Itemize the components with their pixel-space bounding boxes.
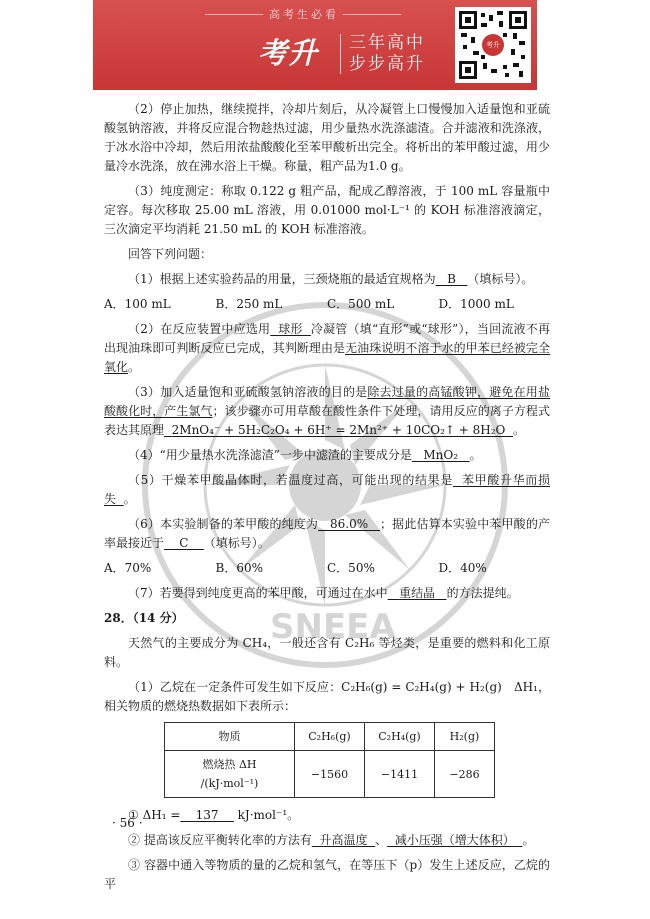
q5-answer: 苯甲酸升华而损失	[104, 473, 550, 506]
q3-answer-1: 除去过量的高锰酸钾，避免在用盐酸酸化时，产生氯气	[104, 385, 550, 418]
q4-answer: MnO₂	[423, 448, 459, 462]
qr-badge: 考升	[482, 34, 504, 56]
q1-options	[104, 295, 550, 314]
q3-equation: 2MnO₄⁻ + 5H₂C₂O₄ + 6H⁺ = 2Mn²⁺ + 10CO₂↑ + 8H₂O	[171, 423, 506, 437]
q6-option-a: A．70%	[104, 561, 152, 575]
question-28-title: 28．（14 分）	[104, 611, 184, 625]
q1-option-b: B．250 mL	[215, 297, 283, 311]
q6-answer-1: 86.0%	[329, 517, 369, 531]
table-header: H₂(g)	[435, 723, 495, 751]
page-number: · 56 ·	[112, 816, 143, 830]
q1-option-c: C．500 mL	[327, 297, 395, 311]
question-4: （4）“用少量热水洗涤滤渣”一步中滤渣的主要成分是 MnO₂ 。	[128, 448, 482, 462]
banner-divider	[340, 34, 341, 74]
paragraph-step2: （2）停止加热，继续搅拌，冷却片刻后，从冷凝管上口慢慢加入适量饱和亚硫酸氢钠溶液，并将反应混合物趁热过滤，用少量热水洗涤滤渣。合并滤液和洗涤液，于冰水浴中冷却，然后用浓盐酸酸化至苯甲酸析出完全。将析出的苯甲酸过滤，用少量冷水洗涤，放在沸水浴上干燥。称量，粗产品为1.0 g。	[104, 102, 550, 173]
answer-intro: 回答下列问题：	[128, 247, 213, 261]
q6-answer-2: C	[179, 536, 189, 550]
q1-answer: B	[447, 272, 456, 286]
banner-top-text: 高考生必看	[269, 8, 339, 21]
svg-text:SNEEA: SNEEA	[270, 607, 396, 647]
q1-text: （1）根据上述实验药品的用量，三颈烧瓶的最适宜规格为	[128, 272, 436, 286]
question-5: （5）干燥苯甲酸晶体时，若温度过高，可能出现的结果是 苯甲酸升华而损失 。	[104, 473, 550, 506]
q6-option-b: B．60%	[215, 561, 263, 575]
question-6: （6）本实验制备的苯甲酸的纯度为 86.0% ；据此估算本实验中苯甲酸的产率最接近于 C （填标号）。	[104, 517, 550, 550]
q28-s2-answer-1: 升高温度	[319, 833, 368, 847]
table-cell: −286	[435, 751, 495, 798]
table-cell: −1411	[365, 751, 435, 798]
qr-code-icon[interactable]	[455, 7, 531, 83]
question-1	[104, 270, 550, 289]
table-row-label: 燃烧热 ΔH /(kJ·mol⁻¹)	[165, 751, 295, 798]
table-cell: −1560	[295, 751, 365, 798]
q6-options	[104, 559, 550, 578]
document-body	[104, 100, 550, 900]
table-header: C₂H₄(g)	[365, 723, 435, 751]
question-2: （2）在反应装置中应选用 球形 冷凝管（填“直形”或“球形”），当回流液不再出现油珠即可判断反应已完成，其判断理由是无油珠说明不溶于水的甲苯已经被完全氧化。	[104, 322, 550, 374]
brand-logo: 考升	[258, 36, 319, 70]
slogan-line-2: 步步高升	[349, 54, 425, 74]
table-header: 物质	[165, 723, 295, 751]
combustion-heat-table	[164, 722, 495, 798]
q6-option-c: C．50%	[327, 561, 375, 575]
q28-s1-answer: 137	[195, 808, 219, 822]
banner-line-right	[343, 14, 401, 15]
q28-sub1-part2: ② 提高该反应平衡转化率的方法有 升高温度 、 减小压强（增大体积） 。	[128, 833, 535, 847]
brand-slogan	[349, 33, 425, 75]
q1-option-a: A．100 mL	[104, 297, 171, 311]
paragraph-step3: （3）纯度测定：称取 0.122 g 粗产品，配成乙醇溶液，于 100 mL 容量瓶中定容。每次移取 25.00 mL 溶液，用 0.01000 mol·L⁻¹ 的 KOH 标准溶液滴定，三次滴定平均消耗 21.50 mL 的 KOH 标准溶液。	[104, 184, 550, 236]
header-banner	[93, 0, 537, 90]
table-header: C₂H₆(g)	[295, 723, 365, 751]
q6-option-d: D．40%	[438, 561, 487, 575]
q28-intro: 天然气的主要成分为 CH₄，一般还含有 C₂H₆ 等烃类，是重要的燃料和化工原料。	[104, 636, 550, 669]
q2-answer-2: 无油珠说明不溶于水的甲苯已经被完全氧化	[104, 341, 550, 374]
q2-answer-1: 球形	[278, 322, 303, 336]
q28-sub1-part1: ① ΔH₁ = 137 kJ·mol⁻¹。	[128, 808, 300, 822]
banner-line-left	[205, 14, 263, 15]
question-7: （7）若要得到纯度更高的苯甲酸，可通过在水中 重结晶 的方法提纯。	[128, 586, 519, 600]
q1-text-after: （填标号）。	[467, 272, 534, 286]
q1-option-d: D．1000 mL	[438, 297, 514, 311]
q28-s2-answer-2: 减小压强（增大体积）	[394, 833, 515, 847]
q28-sub1-part3: ③ 容器中通入等物质的量的乙烷和氢气，在等压下（p）发生上述反应，乙烷的平	[104, 858, 550, 891]
question-3: （3）加入适量饱和亚硫酸氢钠溶液的目的是除去过量的高锰酸钾，避免在用盐酸酸化时，产生氯气；该步骤亦可用草酸在酸性条件下处理，请用反应的离子方程式表达其原理 2MnO₄⁻ + 5H₂C₂O₄ + 6H⁺ = 2Mn²⁺ + 10CO₂↑ + 8H₂O 。	[104, 385, 550, 437]
table-row	[165, 751, 495, 798]
q28-sub1: （1）乙烷在一定条件可发生如下反应：C₂H₆(g) = C₂H₄(g) + H₂(g) ΔH₁，相关物质的燃烧热数据如下表所示：	[104, 680, 550, 713]
table-header-row	[165, 723, 495, 751]
slogan-line-1: 三年高中	[349, 33, 425, 53]
q7-answer: 重结晶	[399, 586, 436, 600]
